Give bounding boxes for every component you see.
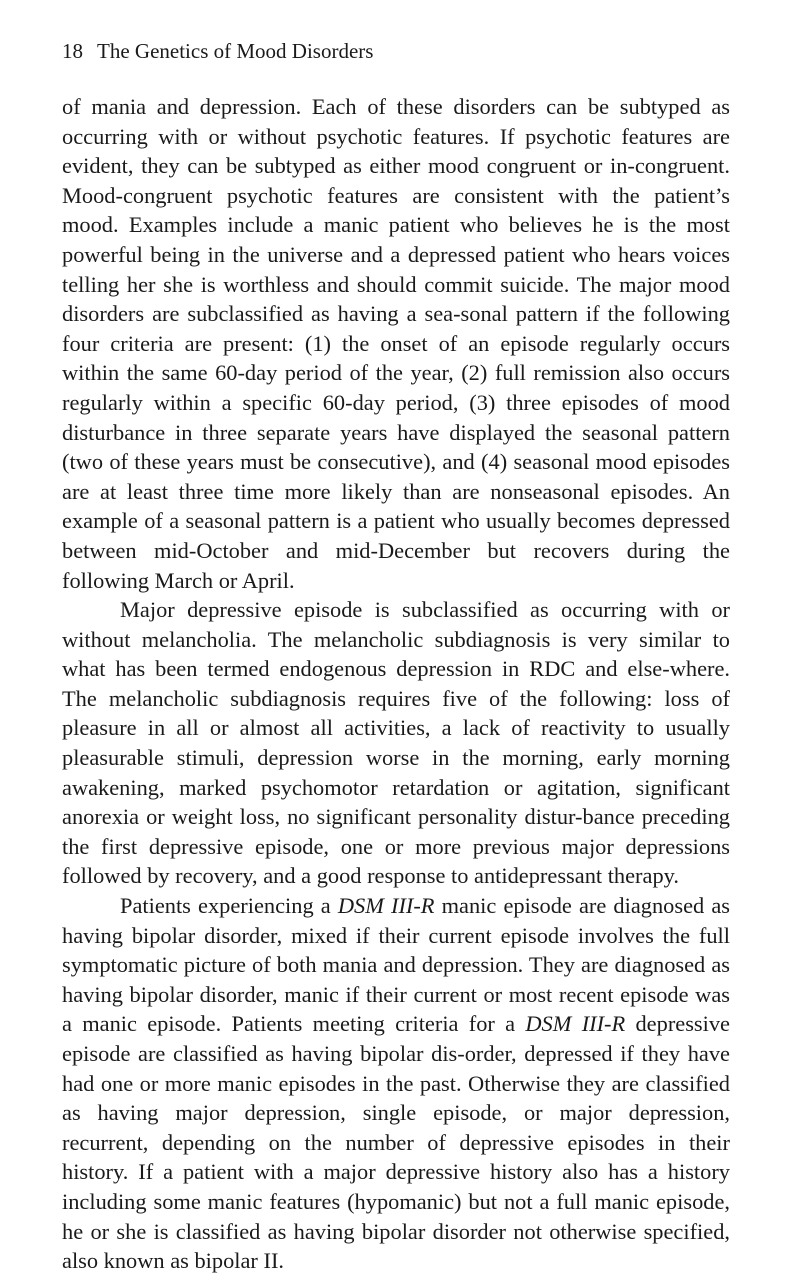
running-head	[62, 36, 730, 66]
paragraph-3-italic-dsm-a: DSM III-R	[337, 893, 435, 919]
page-number: 18	[62, 39, 83, 63]
running-head-title: The Genetics of Mood Disorders	[97, 39, 374, 63]
paragraph-3-text-c: depressive episode are classified as having bipolar dis-order, depressed if they have had one or more manic episodes in the past. Otherwise they are classified as having major depression, single episode, or major depression, recurrent, depending on the number of depressive episodes in their history. If a patient with a major depressive history also has a history including some manic features (hypomanic) but not a full manic episode, he or she is classified as having bipolar disorder not otherwise specified, also known as bipolar II.	[62, 1011, 730, 1274]
paragraph-2-text: Major depressive episode is subclassified as occurring with or without melancholia. The melancholic subdiagnosis is very similar to what has been termed endogenous depression in RDC and else-where. The melancholic subdiagnosis requires five of the following: loss of pleasure in all or almost all activities, a lack of reactivity to usually pleasurable stimuli, depression worse in the morning, early morning awakening, marked psychomotor retardation or agitation, significant anorexia or weight loss, no significant personality distur-bance preceding the first depressive episode, one or more previous major depressions followed by recovery, and a good response to antidepressant therapy.	[62, 597, 730, 889]
body-text	[62, 92, 730, 1276]
paragraph-1-text: of mania and depression. Each of these disorders can be subtyped as occurring with or without psychotic features. If psychotic features are evident, they can be subtyped as either mood congruent or in-congruent. Mood-congruent psychotic features are consistent with the patient’s mood. Examples include a manic patient who believes he is the most powerful being in the universe and a depressed patient who hears voices telling her she is worthless and should commit suicide. The major mood disorders are subclassified as having a sea-sonal pattern if the following four criteria are present: (1) the onset of an episode regularly occurs within the same 60-day period of the year, (2) full remission also occurs regularly within a specific 60-day period, (3) three episodes of mood disturbance in three separate years have displayed the seasonal pattern (two of these years must be consecutive), and (4) seasonal mood episodes are at least three time more likely than are nonseasonal episodes. An example of a seasonal pattern is a patient who usually becomes depressed between mid-October and mid-December but recovers during the following March or April.	[62, 94, 730, 593]
paragraph-2	[62, 595, 730, 891]
paragraph-3-italic-dsm-b: DSM III-R	[525, 1011, 626, 1037]
paragraph-3-text-a: Patients experiencing a	[120, 893, 338, 919]
book-page	[62, 36, 730, 1276]
paragraph-3	[62, 891, 730, 1276]
paragraph-1	[62, 92, 730, 595]
paragraph-3-text-b: manic episode are diagnosed as having bipolar disorder, mixed if their current episode involves the full symptomatic picture of both mania and depression. They are diagnosed as having bipolar disorder, manic if their current or most recent episode was a manic episode. Patients meeting criteria for a	[62, 893, 730, 1037]
